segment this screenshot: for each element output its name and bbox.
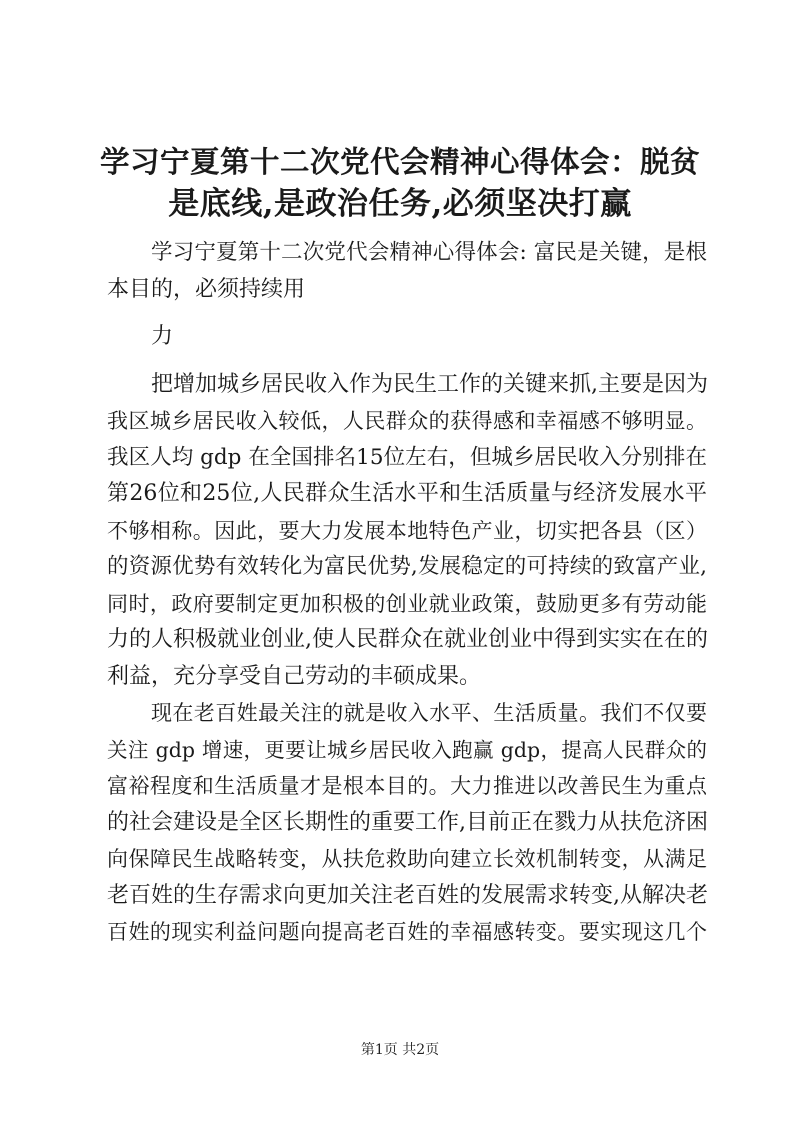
page-footer: 第1页 共2页 [360,1042,440,1058]
paragraph-1-line: 同时，政府要制定更加积极的创业就业政策，鼓励更多有劳动能 [107,591,707,616]
intro-line: 学习宁夏第十二次党代会精神心得体会: 富民是关键，是根 [151,240,707,265]
document-body [107,235,707,951]
title-line: 学习宁夏第十二次党代会精神心得体会：脱贫 [100,144,701,179]
paragraph-1-line: 把增加城乡居民收入作为民生工作的关键来抓,主要是因为 [151,371,708,397]
paragraph-1-line: 我区城乡居民收入较低，人民群众的获得感和幸福感不够明显。 [107,409,707,433]
paragraph-2-line: 向保障民生战略转变，从扶危救助向建立长效机制转变，从满足 [107,847,707,871]
paragraph-1-line: 的资源优势有效转化为富民优势,发展稳定的可持续的致富产业, [107,554,707,579]
document-title [100,140,700,226]
paragraph-2-line: 老百姓的生存需求向更加关注老百姓的发展需求转变,从解决老 [107,882,708,908]
paragraph-1-line: 第26位和25位,人民群众生活水平和生活质量与经济发展水平 [107,481,707,506]
intro-line: 本目的，必须持续用 [107,276,306,302]
paragraph-1-line: 我区人均 gdp 在全国排名15位左右，但城乡居民收入分别排在 [107,444,707,470]
paragraph-1-line: 力的人积极就业创业,使人民群众在就业创业中得到实实在在的 [107,627,708,652]
title-line: 是底线,是政治任务,必须坚决打赢 [168,186,632,222]
paragraph-2-line: 百姓的现实利益问题向提高老百姓的幸福感转变。要实现这几个 [107,920,707,944]
paragraph-2-line: 的社会建设是全区长期性的重要工作,目前正在戮力从扶危济困 [107,809,708,835]
paragraph-2-line: 富裕程度和生活质量才是根本目的。大力推进以改善民生为重点 [107,774,707,798]
paragraph-2-line: 关注 gdp 增速，更要让城乡居民收入跑赢 gdp，提高人民群众的 [107,737,707,762]
intro-tail: 力 [151,324,174,349]
paragraph-1-line: 利益，充分享受自己劳动的丰硕成果。 [107,663,482,689]
paragraph-2-line: 现在老百姓最关注的就是收入水平、生活质量。我们不仅要 [151,701,707,725]
paragraph-1-line: 不够相称。因此，要大力发展本地特色产业，切实把各县（区） [107,518,707,543]
